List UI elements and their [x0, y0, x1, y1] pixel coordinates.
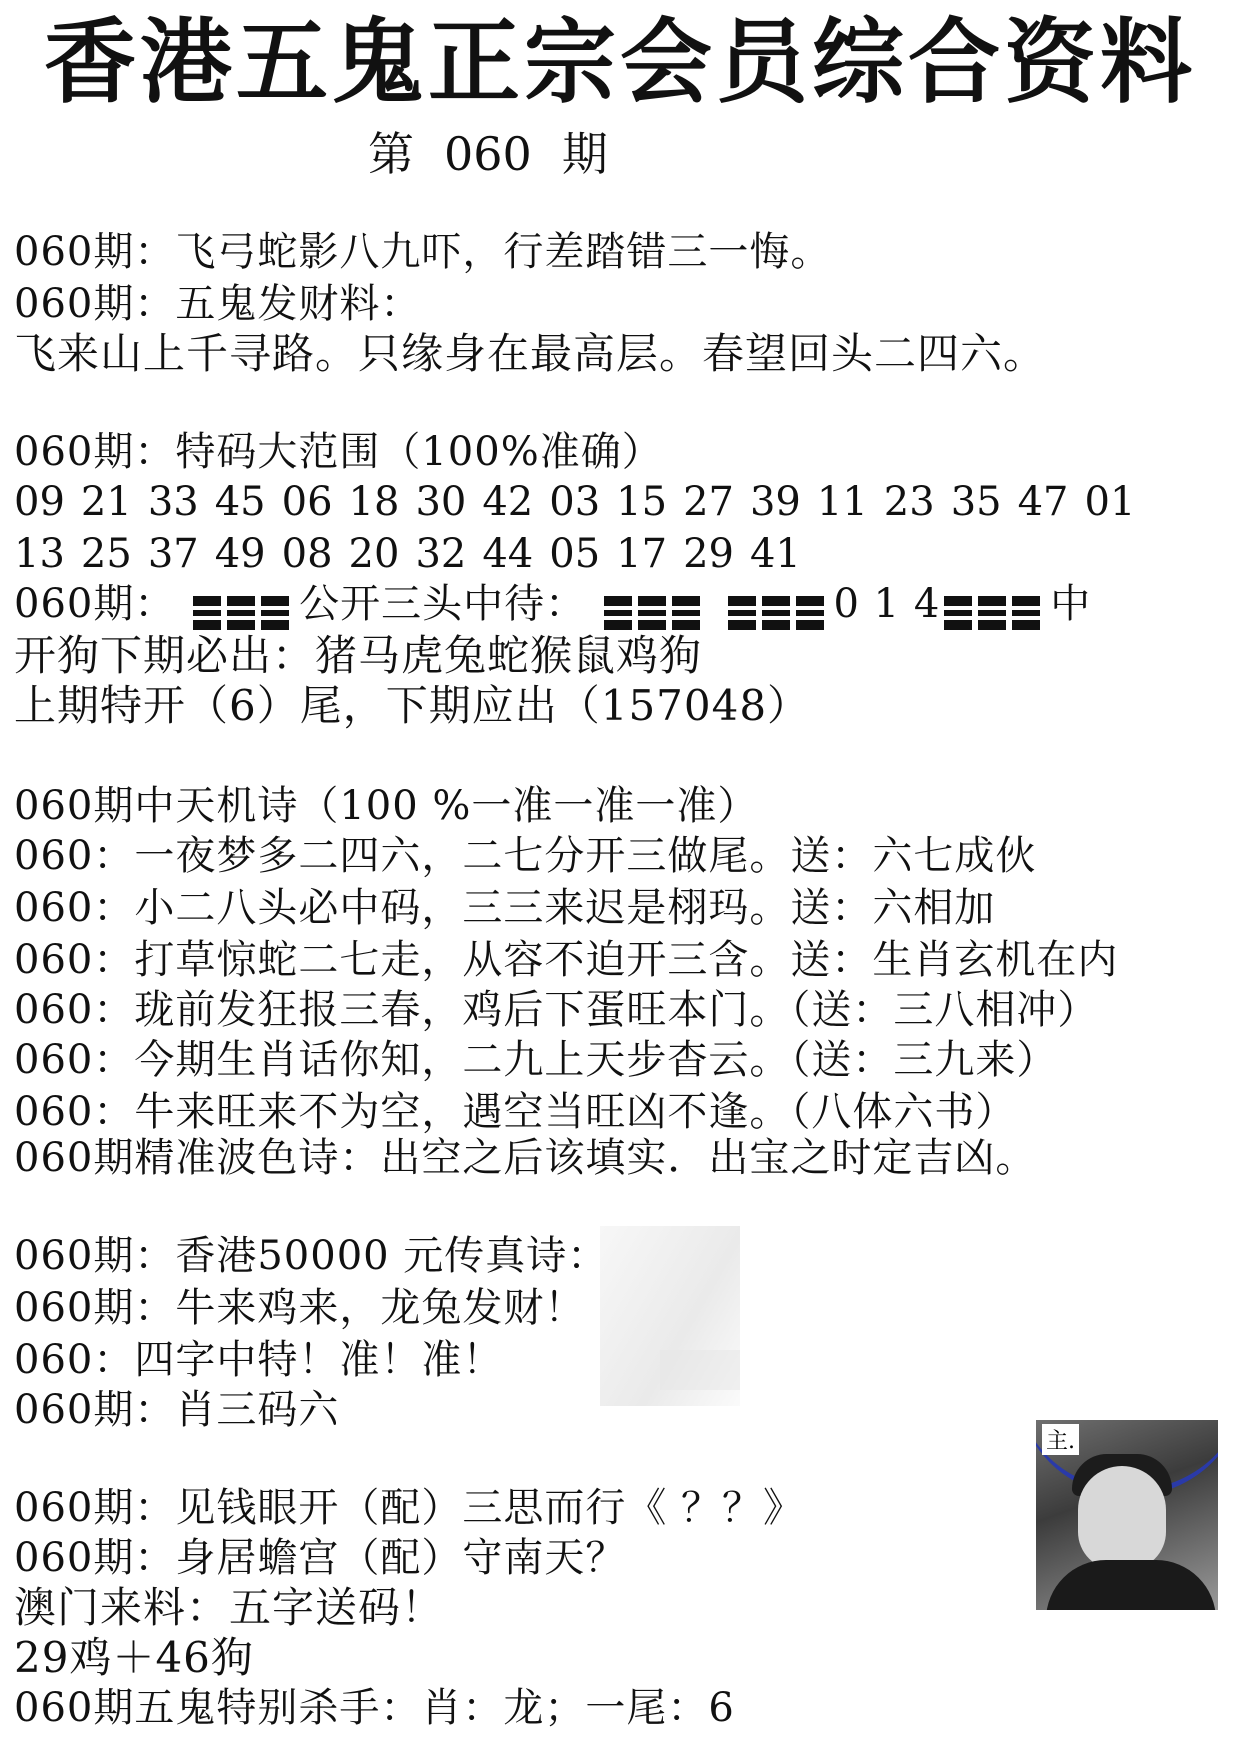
special-number: 11: [816, 479, 868, 525]
special-number: 29: [683, 531, 734, 577]
line5-middle: 公开三头中待：: [299, 581, 587, 627]
line5-prefix: 060期：: [14, 581, 176, 627]
special-number: 47: [1017, 479, 1069, 525]
text-line-6: 开狗下期必出：猪马虎兔蛇猴鼠鸡狗: [14, 631, 703, 680]
text-line-22: 澳门来料：五字送码！: [14, 1583, 445, 1632]
text-line-15: 060期精准波色诗：出空之后该填实．出宝之时定吉凶。: [14, 1135, 1037, 1181]
text-line-14: 060：牛来旺来不为空，遇空当旺凶不逢。（八体六书）: [14, 1089, 1017, 1135]
watermark-background: [660, 1350, 740, 1390]
photo-caption: 主.: [1042, 1424, 1079, 1455]
redaction-mark: [728, 583, 830, 631]
line5-end: 中: [1050, 581, 1092, 627]
special-number: 27: [683, 479, 734, 525]
text-line-11: 060：打草惊蛇二七走，从容不迫开三含。送：生肖玄机在内: [14, 937, 1119, 983]
number-row-1: [14, 478, 1151, 526]
special-number: 09: [14, 479, 65, 525]
special-number: 25: [80, 531, 132, 577]
special-number: 03: [549, 479, 601, 525]
photo-body: [1046, 1560, 1216, 1610]
issue-number: 060: [444, 127, 532, 181]
text-line-5: [14, 580, 1091, 631]
redaction-mark: [193, 583, 295, 631]
special-number: 20: [348, 531, 400, 577]
text-line-18: 060：四字中特！准！准！: [14, 1337, 504, 1383]
special-number: 08: [281, 531, 333, 577]
issue-prefix: 第: [368, 127, 414, 181]
portrait-photo: [1036, 1420, 1218, 1610]
special-number: 06: [281, 479, 333, 525]
photo-face: [1078, 1466, 1166, 1570]
special-number: 39: [749, 479, 801, 525]
line5-digits: 0 1 4: [833, 581, 941, 627]
special-number: 32: [415, 531, 467, 577]
text-line-12: 060：珑前发狂报三春，鸡后下蛋旺本门。（送：三八相冲）: [14, 987, 1099, 1033]
text-line-2: 060期：五鬼发财料：: [14, 281, 422, 327]
issue-suffix: 期: [561, 127, 608, 181]
text-line-13: 060：今期生肖话你知，二九上天步杳云。（送：三九来）: [14, 1037, 1058, 1083]
text-line-10: 060：小二八头必中码，三三来迟是栩玛。送：六相加: [14, 885, 996, 931]
text-line-3: 飞来山上千寻路。只缘身在最高层。春望回头二四六。: [14, 329, 1047, 378]
special-number: 42: [482, 479, 534, 525]
special-number: 44: [482, 531, 534, 577]
special-number: 35: [950, 479, 1002, 525]
redaction-mark: [604, 583, 706, 631]
text-line-21: 060期：身居蟾宫（配）守南天？: [14, 1535, 627, 1581]
special-number: 37: [147, 531, 199, 577]
issue-label: [368, 126, 638, 182]
text-line-7: 上期特开（6）尾，下期应出（157048）: [14, 681, 811, 730]
text-line-4: 060期：特码大范围（100%准确）: [14, 429, 663, 475]
special-number: 05: [549, 531, 601, 577]
special-number: 15: [616, 479, 668, 525]
special-number: 33: [147, 479, 199, 525]
special-number: 18: [348, 479, 400, 525]
special-number: 41: [749, 531, 801, 577]
text-line-23: 29鸡＋46狗: [14, 1633, 254, 1682]
special-number: 49: [214, 531, 266, 577]
special-number: 17: [616, 531, 668, 577]
special-number: 30: [415, 479, 467, 525]
special-number: 13: [14, 531, 65, 577]
special-number: 45: [214, 479, 266, 525]
text-line-19: 060期：肖三码六: [14, 1387, 340, 1433]
special-number: 01: [1084, 479, 1136, 525]
special-number: 21: [80, 479, 132, 525]
special-number: 23: [883, 479, 935, 525]
text-line-20: 060期：见钱眼开（配）三思而行《 ？？》: [14, 1485, 805, 1531]
text-line-16: 060期：香港50000 元传真诗：: [14, 1233, 609, 1279]
redaction-mark: [944, 583, 1046, 631]
page-title: 香港五鬼正宗会员综合资料: [43, 9, 1196, 116]
text-line-9: 060：一夜梦多二四六，二七分开三做尾。送：六七成伙: [14, 833, 1037, 879]
text-line-24: 060期五鬼特别杀手：肖：龙；一尾：6: [14, 1685, 735, 1731]
text-line-1: 060期：飞弓蛇影八九吓，行差踏错三一悔。: [14, 229, 832, 275]
text-line-8: 060期中天机诗（100 %一准一准一准）: [14, 783, 759, 829]
number-row-2: [14, 530, 817, 578]
text-line-17: 060期：牛来鸡来，龙兔发财！: [14, 1285, 586, 1331]
